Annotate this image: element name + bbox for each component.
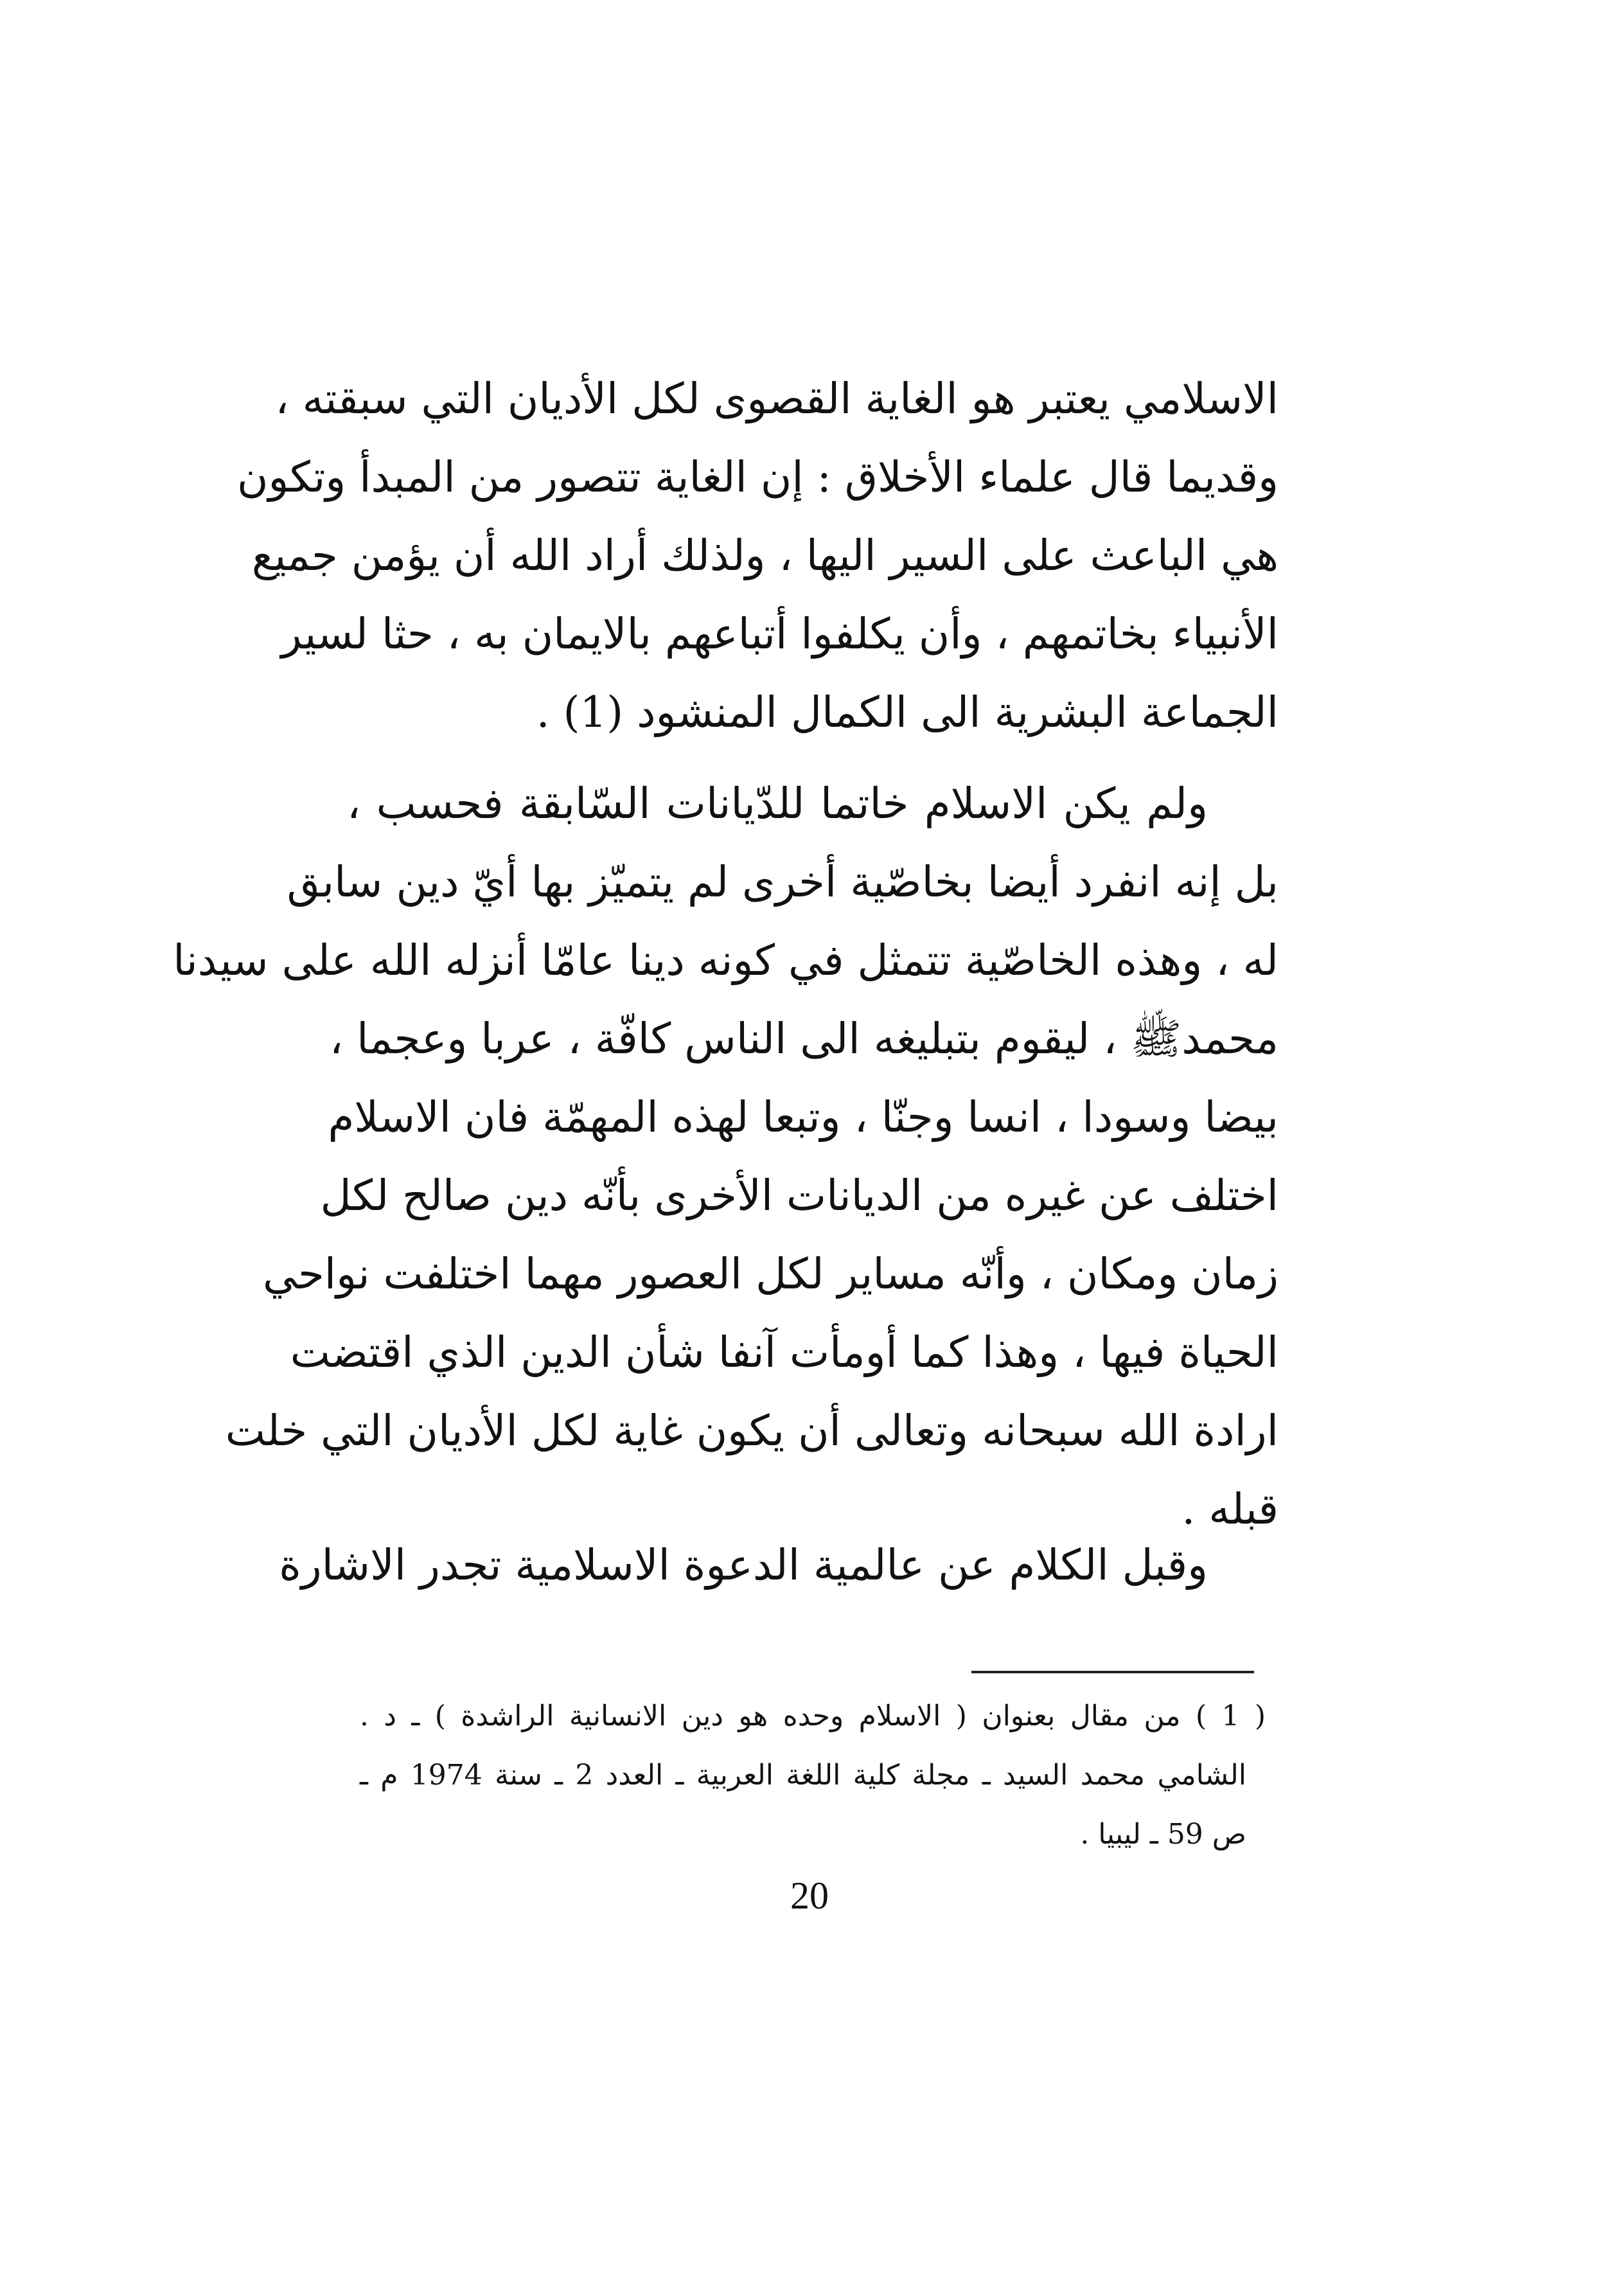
text-line: ارادة الله سبحانه وتعالى أن يكون غاية لكل الأديان التي خلت — [225, 1406, 1278, 1455]
text-line: هي الباعث على السير اليها ، ولذلك أراد الله أن يؤمن جميع — [251, 531, 1278, 580]
text-line: الجماعة البشرية الى الكمال المنشود (1) . — [536, 688, 1278, 737]
text-line: اختلف عن غيره من الديانات الأخرى بأنّه دين صالح لكل — [320, 1171, 1278, 1220]
footnote-separator — [971, 1671, 1254, 1673]
footnote — [360, 1687, 1266, 1864]
text-line: الاسلامي يعتبر هو الغاية القصوى لكل الأديان التي سبقته ، — [275, 374, 1278, 423]
text-line: وقديما قال علماء الأخلاق : إن الغاية تتصور من المبدأ وتكون — [236, 452, 1278, 502]
text-line: ولم يكن الاسلام خاتما للدّيانات السّابقة فحسب ، — [347, 779, 1208, 828]
footnote-line: ص 59 ـ ليبيا . — [1080, 1818, 1246, 1851]
text-line: له ، وهذه الخاصّية تتمثل في كونه دينا عامّا أنزله الله على سيدنا — [173, 936, 1278, 985]
text-line: محمدﷺ ، ليقوم بتبليغه الى الناس كافّة ، عربا وعجما ، — [329, 1014, 1278, 1063]
text-line: بيضا وسودا ، انسا وجنّا ، وتبعا لهذه المهمّة فان الاسلام — [328, 1092, 1278, 1142]
text-line: الأنبياء بخاتمهم ، وأن يكلفوا أتباعهم بالايمان به ، حثا لسير — [281, 609, 1278, 659]
text-line: زمان ومكان ، وأنّه مساير لكل العصور مهما اختلفت نواحي — [262, 1249, 1278, 1299]
paragraph-3 — [279, 1526, 1278, 1605]
page-number: 20 — [790, 1874, 829, 1917]
paragraph-1 — [236, 360, 1278, 752]
text-line: بل إنه انفرد أيضا بخاصّية أخرى لم يتميّز بها أيّ دين سابق — [287, 857, 1278, 907]
footnote-line: الشامي محمد السيد ـ مجلة كلية اللغة العربية ـ العدد 2 ـ سنة 1974 م ـ — [360, 1759, 1246, 1792]
text-line: قبله . — [1181, 1484, 1278, 1534]
footnote-line: ( 1 ) من مقال بعنوان ( الاسلام وحده هو دين الانسانية الراشدة ) ـ د . — [360, 1700, 1266, 1732]
paragraph-2 — [173, 765, 1278, 1549]
text-line: وقبل الكلام عن عالمية الدعوة الاسلامية تجدر الاشارة — [279, 1540, 1208, 1590]
text-line: الحياة فيها ، وهذا كما أومأت آنفا شأن الدين الذي اقتضت — [290, 1328, 1278, 1377]
